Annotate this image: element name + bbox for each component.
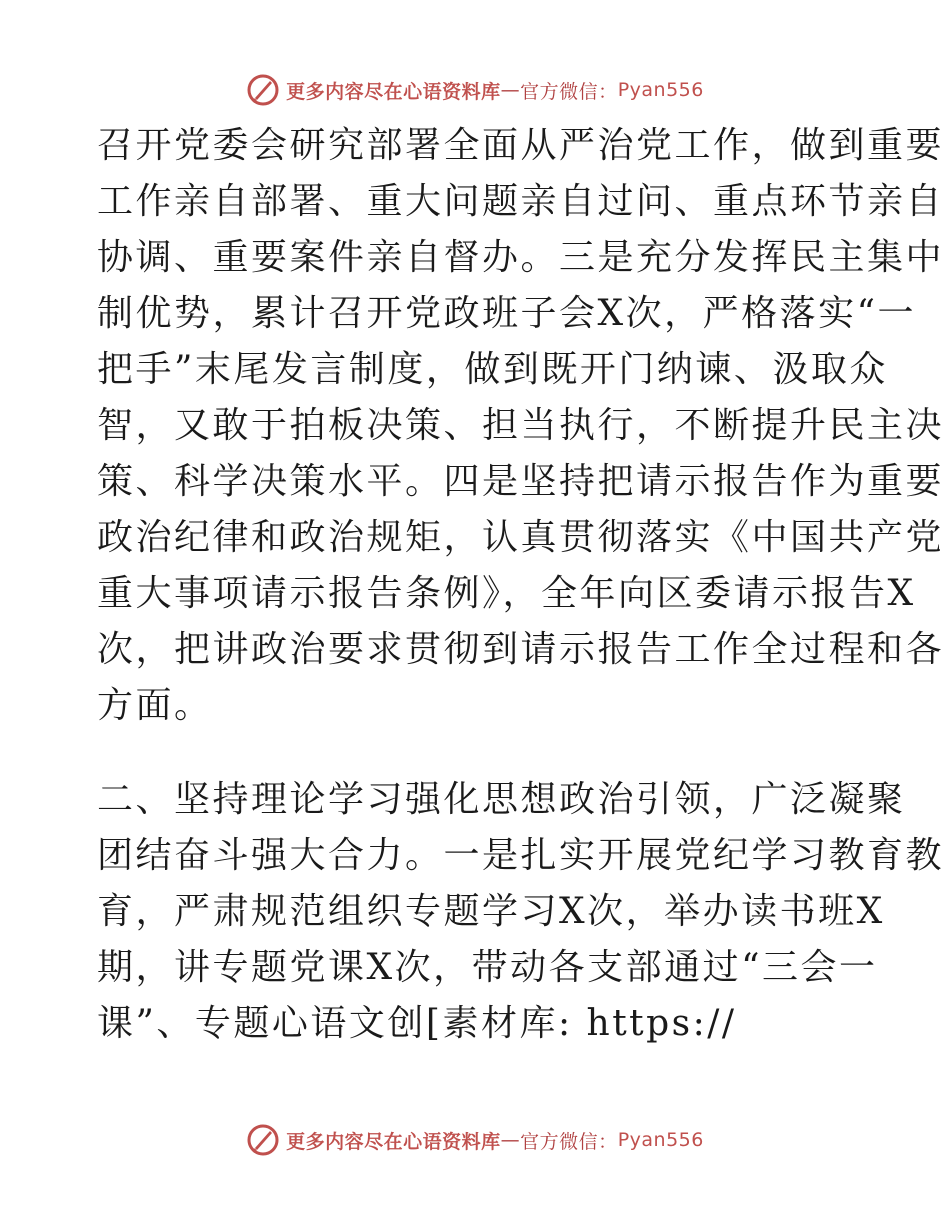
text-line: 重大事项请示报告条例》，全年向区委请示报告X	[97, 573, 916, 614]
text-line: 次，把讲政治要求贯彻到请示报告工作全过程和各	[97, 629, 945, 670]
text-line: 策、科学决策水平。四是坚持把请示报告作为重要	[97, 461, 945, 502]
text-line: 制优势，累计召开党政班子会X次，严格落实“一	[97, 293, 917, 334]
paragraph-2	[97, 772, 945, 1052]
banner-official-label: 官方微信：	[520, 80, 618, 103]
banner-official-label: 官方微信：	[520, 1130, 618, 1153]
banner-dash: —	[500, 1129, 521, 1151]
banner-brand-text: 更多内容尽在心语资料库	[286, 1130, 501, 1153]
paragraph-spacer	[97, 734, 857, 772]
text-line: 团结奋斗强大合力。一是扎实开展党纪学习教育教	[97, 835, 945, 876]
text-line: 政治纪律和政治规矩，认真贯彻落实《中国共产党	[97, 517, 945, 558]
text-line: 育，严肃规范组织专题学习X次，举办读书班X	[97, 891, 885, 932]
text-line: 召开党委会研究部署全面从严治党工作，做到重要	[97, 125, 945, 166]
header-watermark-banner	[0, 70, 950, 110]
text-line: 课”、专题心语文创[素材库: https://	[97, 1003, 737, 1044]
banner-brand-text: 更多内容尽在心语资料库	[286, 80, 501, 103]
banner-dash: —	[500, 79, 521, 101]
footer-watermark-banner	[0, 1120, 950, 1160]
text-line: 协调、重要案件亲自督办。三是充分发挥民主集中	[97, 237, 945, 278]
quill-logo-icon	[246, 1123, 280, 1157]
banner-wechat-id: Pyan556	[617, 79, 704, 101]
quill-logo-icon	[246, 73, 280, 107]
text-line: 方面。	[97, 685, 213, 726]
section-heading-line: 二、坚持理论学习强化思想政治引领，广泛凝聚	[97, 779, 906, 820]
text-line: 把手”末尾发言制度，做到既开门纳谏、汲取众	[97, 349, 888, 390]
text-line: 工作亲自部署、重大问题亲自过问、重点环节亲自	[97, 181, 945, 222]
document-body	[97, 118, 945, 1052]
text-line: 智，又敢于拍板决策、担当执行，不断提升民主决	[97, 405, 945, 446]
banner-wechat-id: Pyan556	[617, 1129, 704, 1151]
text-line: 期，讲专题党课X次，带动各支部通过“三会一	[97, 947, 878, 988]
paragraph-1	[97, 118, 945, 734]
